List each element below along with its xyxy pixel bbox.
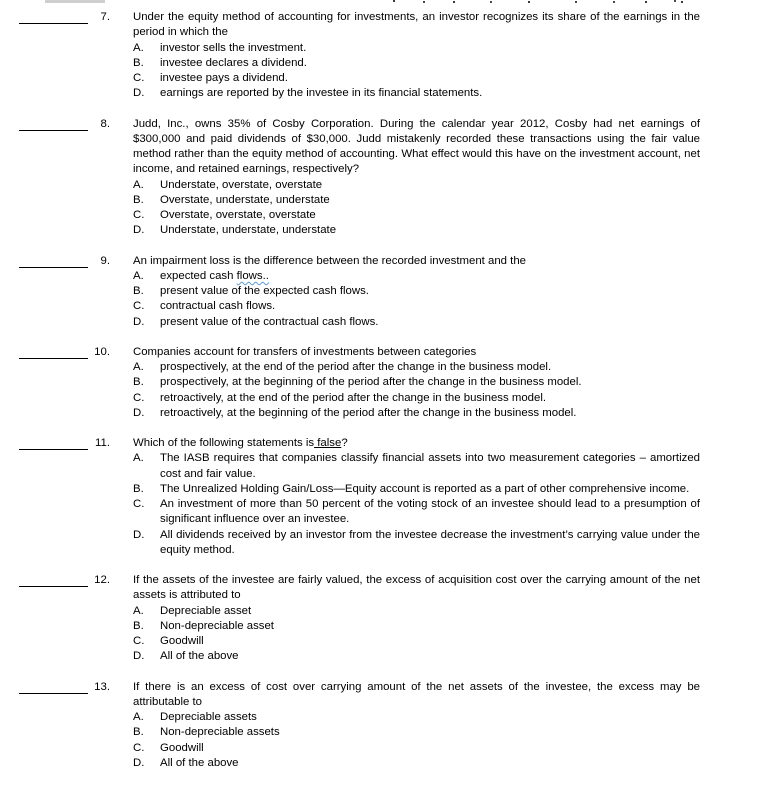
question-11-left-column [0,436,133,558]
option-text: earnings are reported by the investee in its financial statements. [160,87,483,100]
option-text: The Unrealized Holding Gain/Loss—Equity account is reported as a part of other comprehensive income. [160,482,690,495]
question-7-body [133,10,700,102]
answer-option [133,299,700,314]
question-10-body [133,345,700,421]
question-stem: Under the equity method of accounting for investments, an investor recognizes its share of the earnings in the period in which the [133,11,700,39]
option-letter: B. [133,726,144,739]
option-letter: A. [133,711,144,723]
option-letter: D. [133,87,145,100]
option-text: investee pays a dividend. [160,72,288,84]
option-letter: D. [133,224,145,237]
question-stem: If the assets of the investee are fairly valued, the excess of acquisition cost over the carrying amount of the net assets is attributed to [133,574,700,602]
question-7-left-column [0,10,133,102]
option-text: Overstate, understate, understate [160,193,330,206]
question-10-left-column [0,345,133,421]
question-number: 13. [94,680,110,693]
option-letter: D. [133,315,145,328]
option-text: Non-depreciable assets [160,726,280,739]
option-text: Goodwill [160,741,204,754]
option-text: present value of the expected cash flows. [160,285,369,297]
option-letter: B. [133,376,144,389]
option-text: Overstate, overstate, overstate [160,209,316,221]
answer-blank-line[interactable] [19,10,88,24]
answer-option [133,41,700,56]
question-row-10 [0,345,700,421]
option-text: investee declares a dividend. [160,56,307,69]
option-text: contractual cash flows. [160,300,276,313]
question-9-left-column [0,254,133,330]
answer-option [133,451,700,482]
option-text: retroactively, at the beginning of the period after the change in the business model. [160,406,577,419]
answer-option [133,193,700,208]
option-letter: D. [133,406,145,419]
option-letter: A. [133,361,144,373]
option-letter: C. [133,300,145,313]
question-13-left-column [0,680,133,772]
question-11-body [133,436,700,558]
answer-option [133,71,700,86]
answer-blank-line[interactable] [19,573,88,587]
option-text: prospectively, at the beginning of the period after the change in the business model. [160,376,582,389]
question-stem: An impairment loss is the difference between the recorded investment and the [133,254,526,267]
option-letter: B. [133,56,144,69]
option-letter: D. [133,650,145,663]
option-text: Goodwill [160,635,204,647]
answer-option [133,223,700,238]
option-letter: A. [133,178,144,191]
option-letter: A. [133,452,144,465]
question-row-12 [0,573,700,665]
answer-option [133,178,700,193]
option-text: present value of the contractual cash flows. [160,315,379,328]
option-letter: D. [133,528,145,541]
question-13-body [133,680,700,772]
option-letter: B. [133,285,144,297]
option-letter: B. [133,619,144,632]
answer-option [133,284,700,299]
option-text: Non-depreciable asset [160,619,274,632]
answer-option [133,315,700,330]
option-text: Depreciable assets [160,711,257,723]
option-letter: A. [133,604,144,617]
question-number: 12. [94,574,110,586]
option-letter: C. [133,741,145,754]
option-text: Understate, understate, understate [160,224,337,237]
answer-option [133,269,700,284]
option-text: The IASB requires that companies classify financial assets into two measurement categories – amortized cost and fair value. [160,452,700,480]
answer-option [133,619,700,634]
option-letter: C. [133,391,145,404]
answer-option [133,634,700,649]
option-letter: B. [133,482,144,495]
question-row-11 [0,436,700,558]
answer-option [133,528,700,559]
page-top-cutoff-artifact [45,0,105,3]
question-number: 11. [95,437,110,449]
question-8-left-column [0,117,133,239]
answer-option [133,497,700,528]
option-letter: C. [133,209,145,221]
answer-option [133,756,700,771]
option-text: Understate, overstate, overstate [160,178,323,191]
question-row-9 [0,254,700,330]
question-row-13 [0,680,700,772]
option-letter: B. [133,193,144,206]
answer-blank-line[interactable] [19,345,88,359]
answer-option [133,649,700,664]
option-text: An investment of more than 50 percent of the voting stock of an investee should lead to a presumption of significant influence over an investee. [160,498,700,526]
answer-option [133,406,700,421]
option-letter: C. [133,498,145,510]
question-stem: Companies account for transfers of investments between categories [133,345,477,358]
question-row-8 [0,117,700,239]
question-stem: If there is an excess of cost over carrying amount of the net assets of the investee, the excess may be attributable to [133,680,700,708]
answer-option [133,482,700,497]
question-8-body [133,117,700,239]
question-stem-with-underlined-word: Which of the following statements is false? [133,437,348,449]
answer-option [133,360,700,375]
question-number: 8. [100,117,110,130]
answer-option [133,375,700,390]
option-text: All of the above [160,756,239,769]
answer-option [133,86,700,101]
question-12-left-column [0,573,133,665]
answer-option [133,56,700,71]
option-text: Depreciable asset [160,604,252,617]
question-9-body [133,254,700,330]
option-text: retroactively, at the end of the period after the change in the business model. [160,391,547,404]
page-top-cutoff-dots [0,0,2,2]
answer-option [133,208,700,223]
option-letter: A. [133,269,144,282]
answer-option [133,710,700,725]
answer-option [133,391,700,406]
answer-blank-line[interactable] [19,117,88,131]
option-letter: A. [133,41,144,54]
question-number: 10. [94,345,110,358]
option-text: All dividends received by an investor from the investee decrease the investment’s carrying value under the equity method. [160,528,700,556]
question-row-7 [0,10,700,102]
answer-blank-line[interactable] [19,680,88,694]
answer-option [133,725,700,740]
question-number: 9. [100,254,110,267]
answer-blank-line[interactable] [19,436,88,450]
option-text-with-spellcheck-squiggle: expected cash flows.. [160,269,269,282]
question-number: 7. [100,11,110,23]
option-letter: C. [133,72,145,84]
answer-blank-line[interactable] [19,254,88,268]
answer-option [133,604,700,619]
option-text: investor sells the investment. [160,41,307,54]
option-text: prospectively, at the end of the period after the change in the business model. [160,361,552,373]
answer-option [133,741,700,756]
option-text: All of the above [160,650,239,663]
question-stem: Judd, Inc., owns 35% of Cosby Corporation. During the calendar year 2012, Cosby had net earnings of $300,000 and paid dividends of $30,000. Judd mistakenly recorded these transactions using the fair value method rather than the equity method of accounting. What effect would this have on the investment account, net income, and retained earnings, respectively? [133,117,700,176]
option-letter: C. [133,635,145,647]
question-12-body [133,573,700,665]
option-letter: D. [133,756,145,769]
